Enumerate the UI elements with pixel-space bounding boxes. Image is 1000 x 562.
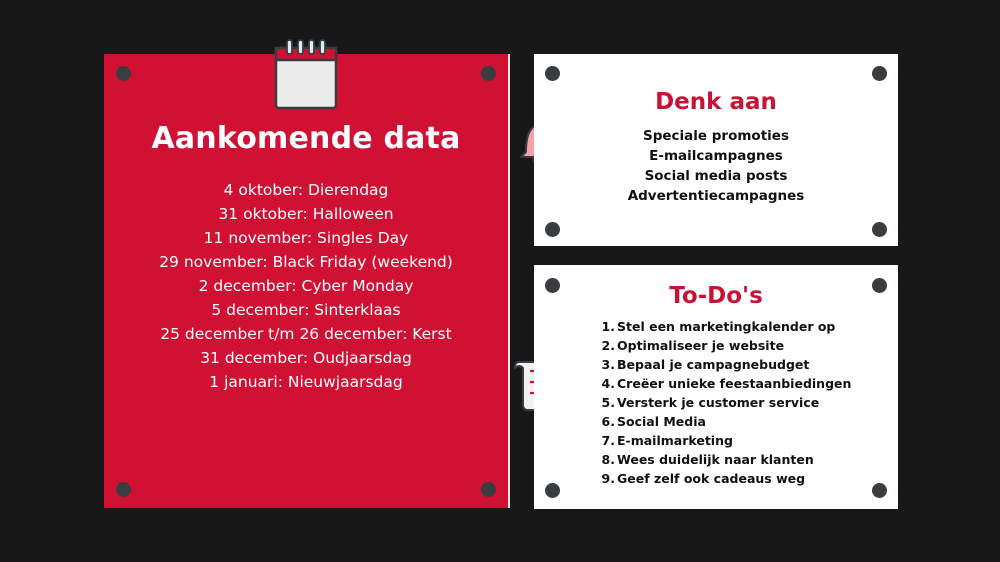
list-item: Advertentiecampagnes xyxy=(627,188,805,204)
list-item: 3. Bepaal je campagnebudget xyxy=(601,357,810,372)
list-item: Speciale promoties xyxy=(643,128,789,144)
pin-icon xyxy=(545,222,560,237)
list-item: Social media posts xyxy=(644,168,788,184)
upcoming-title: Aankomende data xyxy=(151,121,461,156)
upcoming-dates-card xyxy=(104,54,510,508)
todo-list xyxy=(601,317,851,488)
list-item: 9. Geef zelf ook cadeaus weg xyxy=(601,471,806,486)
dates-list xyxy=(104,178,508,394)
list-item: 5. Versterk je customer service xyxy=(601,395,820,410)
list-item: 4. Creëer unieke feestaanbiedingen xyxy=(601,376,852,391)
pin-icon xyxy=(872,483,887,498)
list-item: 2. Optimaliseer je website xyxy=(601,338,785,353)
pin-icon xyxy=(481,66,496,81)
think-of-card xyxy=(534,54,898,246)
pin-icon xyxy=(116,66,131,81)
list-item: 31 oktober: Halloween xyxy=(218,205,394,223)
list-item: 1. Stel een marketingkalender op xyxy=(601,319,836,334)
list-item: 25 december t/m 26 december: Kerst xyxy=(160,325,452,343)
todo-card xyxy=(534,265,898,509)
list-item: 31 december: Oudjaarsdag xyxy=(200,349,412,367)
list-item: 4 oktober: Dierendag xyxy=(223,181,389,199)
todo-title: To-Do's xyxy=(669,283,763,309)
list-item: 5 december: Sinterklaas xyxy=(211,301,401,319)
pin-icon xyxy=(545,483,560,498)
think-list xyxy=(534,126,898,206)
list-item: 6. Social Media xyxy=(601,414,706,429)
list-item: 2 december: Cyber Monday xyxy=(198,277,414,295)
list-item: 8. Wees duidelijk naar klanten xyxy=(601,452,814,467)
calendar-icon xyxy=(274,38,338,110)
think-title: Denk aan xyxy=(655,89,777,115)
list-item: E-mailcampagnes xyxy=(649,148,783,164)
pin-icon xyxy=(872,66,887,81)
list-item: 29 november: Black Friday (weekend) xyxy=(159,253,453,271)
list-item: 1 januari: Nieuwjaarsdag xyxy=(209,373,403,391)
pin-icon xyxy=(872,222,887,237)
pin-icon xyxy=(116,482,131,497)
pin-icon xyxy=(545,66,560,81)
pin-icon xyxy=(481,482,496,497)
list-item: 11 november: Singles Day xyxy=(203,229,409,247)
list-item: 7. E-mailmarketing xyxy=(601,433,733,448)
